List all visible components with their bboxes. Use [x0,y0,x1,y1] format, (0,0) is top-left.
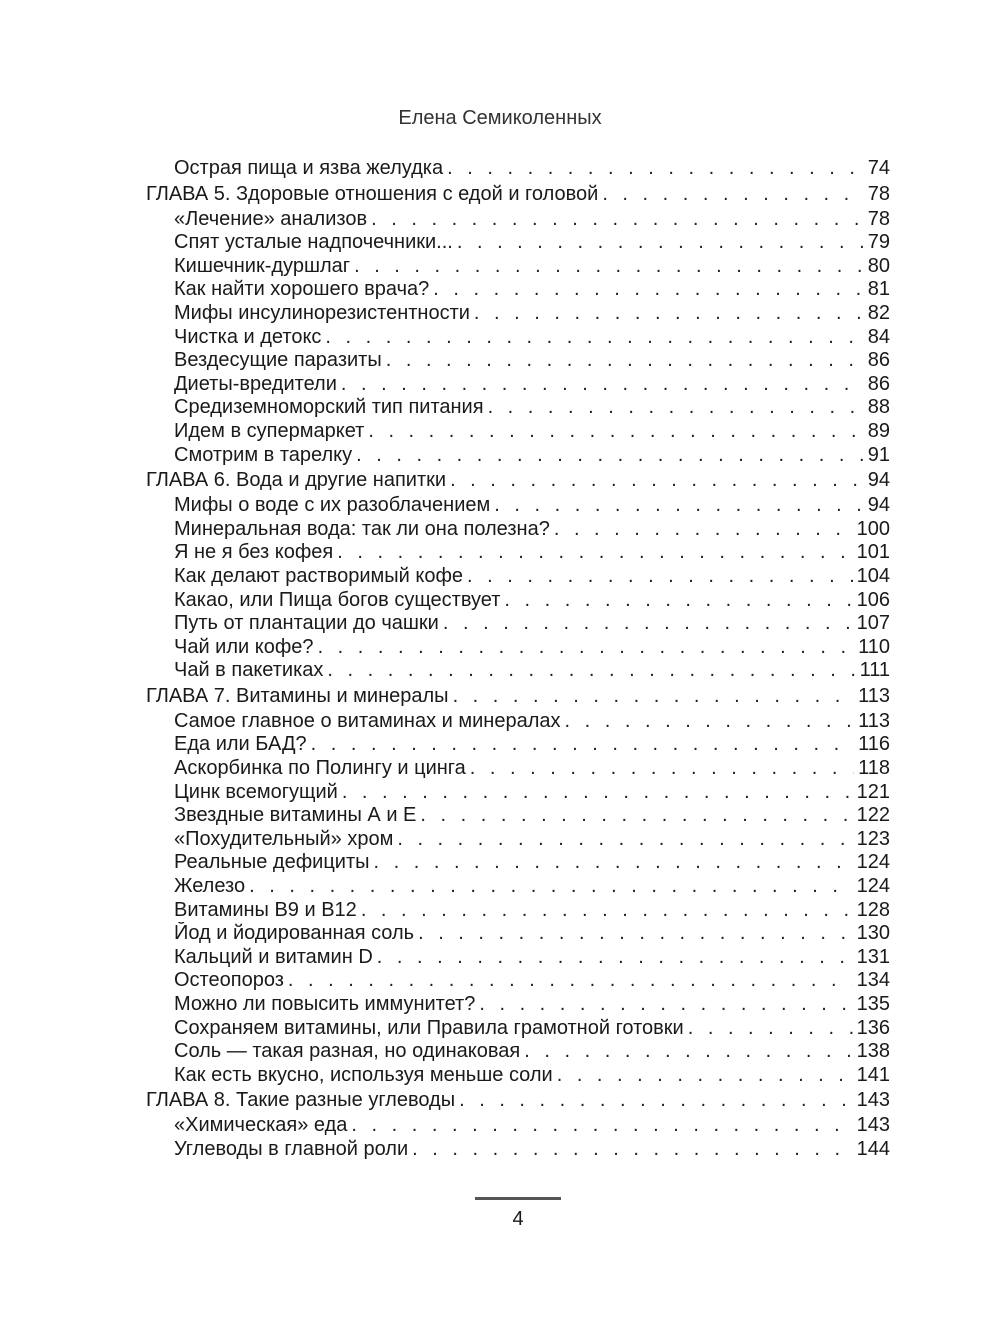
dot-leader [397,828,852,852]
toc-entry-page: 91 [867,443,890,466]
toc-entry-page: 116 [858,733,890,756]
toc-entry-title: Можно ли повысить иммунитет? [174,993,476,1015]
dot-leader [342,781,853,805]
toc-entry [146,1114,890,1138]
toc-entry-page: 100 [856,517,890,540]
toc-entry [146,733,890,757]
toc-entry-page: 86 [867,372,890,395]
dot-leader [524,1040,852,1064]
toc-entry-title: Железо [174,875,246,898]
dot-leader [341,373,864,397]
toc-entry [146,659,890,683]
toc-entry [146,349,890,373]
dot-leader [373,851,852,875]
toc-chapter-entry [146,467,890,494]
toc-entry-title: «Лечение» анализов [174,207,368,230]
toc-entry-title: ГЛАВА 6. Вода и другие напитки [146,469,447,492]
toc-entry-title: Сохраняем витамины, или Правила грамотной готовки [174,1016,684,1039]
toc-entry-title: Как делают растворимый кофе [174,564,464,587]
dot-leader [470,757,854,781]
toc-entry [146,373,890,397]
toc-entry-page: 82 [867,301,890,324]
toc-entry-title: Соль — такая разная, но одинаковая [174,1040,521,1063]
dot-leader [368,420,863,444]
toc-entry-page: 131 [856,945,890,968]
toc-entry [146,710,890,734]
toc-entry-page: 86 [867,349,890,372]
toc-entry [146,494,890,518]
toc-entry-title: Аскорбинка по Полингу и цинга [174,757,466,780]
dot-leader [494,494,864,518]
toc-entry-title: Острая пища и язва желудка [174,157,444,179]
toc-entry-page: 130 [856,922,890,945]
toc-entry-title: Углеводы в главной роли [174,1137,409,1160]
dot-leader [488,396,864,420]
dot-leader [602,181,863,208]
toc-entry-title: Йод и йодированная соль [174,922,415,945]
dot-leader [377,946,853,970]
toc-entry-page: 128 [856,898,890,921]
toc-entry [146,851,890,875]
dot-leader [433,278,863,302]
toc-entry [146,231,890,255]
toc-entry [146,1138,890,1162]
dot-leader [318,636,855,660]
toc-entry-page: 135 [856,993,890,1015]
toc-entry-page: 124 [856,851,890,874]
toc-entry-title: Самое главное о витаминах и минералах [174,709,561,732]
toc-entry-title: Цинк всемогущий [174,780,338,803]
dot-leader [467,565,853,589]
toc-entry [146,278,890,302]
toc-entry [146,518,890,542]
dot-leader [386,349,864,373]
toc-entry-title: ГЛАВА 5. Здоровые отношения с едой и головой [146,182,599,205]
toc-entry-page: 104 [856,564,890,587]
toc-entry-page: 144 [856,1137,890,1160]
toc-entry-title: Диеты-вредители [174,372,337,395]
toc-entry-title: Остеопороз [174,969,284,992]
dot-leader [479,993,852,1017]
toc-entry-title: ГЛАВА 8. Такие разные углеводы [146,1089,456,1112]
toc-entry [146,302,890,326]
dot-leader [412,1138,852,1162]
toc-entry-title: Вездесущие паразиты [174,349,382,372]
toc-entry-page: 89 [867,419,890,442]
toc-entry-page: 74 [867,157,890,179]
toc-entry-page: 113 [858,709,890,732]
dot-leader [474,302,864,326]
toc-entry-title: Звездные витамины А и Е [174,804,417,827]
toc-entry [146,589,890,613]
toc-entry-title: Идем в супермаркет [174,419,365,442]
dot-leader [351,1114,852,1138]
toc-entry [146,922,890,946]
toc-entry [146,396,890,420]
dot-leader [361,899,853,923]
table-of-contents [146,157,890,1162]
dot-leader [459,1087,853,1114]
toc-entry-title: Реальные дефициты [174,851,370,874]
toc-entry-title: Кишечник-дуршлаг [174,254,351,277]
toc-entry [146,157,890,181]
toc-entry-title: Как найти хорошего врача? [174,278,430,301]
toc-entry-title: Я не я без кофея [174,541,334,564]
toc-entry-page: 78 [867,182,890,205]
toc-entry [146,444,890,468]
toc-entry-title: Мифы инсулинорезистентности [174,301,470,324]
toc-entry-page: 84 [867,325,890,348]
toc-entry-page: 143 [856,1114,890,1137]
toc-entry-title: Как есть вкусно, используя меньше соли [174,1063,553,1086]
toc-entry-title: Смотрим в тарелку [174,443,353,466]
dot-leader [371,208,864,232]
toc-entry [146,993,890,1017]
toc-entry-page: 78 [867,207,890,230]
toc-entry-page: 94 [867,469,890,492]
toc-entry-page: 121 [856,780,890,803]
dot-leader [288,969,853,993]
toc-entry-page: 143 [856,1089,890,1112]
toc-entry-title: «Химическая» еда [174,1114,348,1137]
toc-entry [146,636,890,660]
toc-entry [146,899,890,923]
toc-entry [146,1017,890,1041]
dot-leader [504,589,852,613]
toc-entry-title: Кальций и витамин D [174,945,373,968]
toc-entry [146,757,890,781]
page-number: 4 [512,1208,524,1230]
toc-entry-title: Чистка и детокс [174,325,322,348]
toc-entry-title: Витамины В9 и В12 [174,898,357,921]
dot-leader [688,1017,853,1041]
dot-leader [337,541,852,565]
running-head-author: Елена Семиколенных [398,107,602,129]
footer-rule [475,1197,561,1200]
toc-entry-page: 110 [858,635,890,658]
toc-entry [146,969,890,993]
toc-chapter-entry [146,683,890,710]
toc-entry-page: 122 [856,804,890,827]
dot-leader [443,612,853,636]
toc-entry [146,612,890,636]
toc-entry [146,541,890,565]
toc-entry-title: «Похудительный» хром [174,827,394,850]
dot-leader [325,326,863,350]
toc-chapter-entry [146,1087,890,1114]
dot-leader [457,231,864,255]
dot-leader [327,659,855,683]
dot-leader [565,710,855,734]
toc-entry-page: 94 [867,494,890,517]
toc-chapter-entry [146,181,890,208]
toc-entry-title: Средиземноморский тип питания [174,396,484,419]
toc-entry [146,781,890,805]
toc-entry-title: Еда или БАД? [174,733,307,756]
dot-leader [450,467,864,494]
toc-entry [146,946,890,970]
toc-entry-page: 118 [858,757,890,780]
toc-entry-title: Спят усталые надпочечники... [174,231,453,254]
toc-entry-title: Путь от плантации до чашки [174,612,439,635]
dot-leader [554,518,853,542]
toc-entry [146,828,890,852]
dot-leader [420,804,852,828]
toc-entry-page: 124 [856,875,890,898]
toc-entry [146,255,890,279]
toc-entry-page: 79 [867,231,890,254]
dot-leader [311,733,854,757]
toc-entry-title: Минеральная вода: так ли она полезна? [174,517,550,540]
toc-entry-title: ГЛАВА 7. Витамины и минералы [146,684,449,707]
toc-entry [146,875,890,899]
dot-leader [453,683,855,710]
toc-entry-page: 134 [856,969,890,992]
toc-entry [146,1040,890,1064]
toc-entry-title: Чай или кофе? [174,635,314,658]
toc-entry [146,208,890,232]
toc-entry-page: 81 [867,278,890,301]
toc-entry [146,420,890,444]
dot-leader [447,157,864,181]
toc-entry-title: Какао, или Пища богов существует [174,588,501,611]
toc-entry-page: 111 [859,659,890,682]
toc-entry-page: 101 [856,541,890,564]
dot-leader [557,1064,853,1088]
toc-entry [146,565,890,589]
toc-entry-page: 107 [856,612,890,635]
toc-entry [146,1064,890,1088]
toc-entry-page: 106 [856,588,890,611]
toc-entry-page: 141 [856,1063,890,1086]
toc-entry-page: 123 [856,827,890,850]
toc-entry-page: 80 [867,254,890,277]
toc-entry [146,326,890,350]
toc-entry-title: Мифы о воде с их разоблачением [174,494,491,517]
dot-leader [356,444,864,468]
dot-leader [418,922,853,946]
toc-entry-page: 88 [867,396,890,419]
toc-entry-title: Чай в пакетиках [174,659,324,682]
dot-leader [354,255,864,279]
toc-entry-page: 138 [856,1040,890,1063]
dot-leader [249,875,853,899]
toc-entry [146,804,890,828]
toc-entry-page: 136 [856,1016,890,1039]
toc-entry-page: 113 [858,684,890,707]
